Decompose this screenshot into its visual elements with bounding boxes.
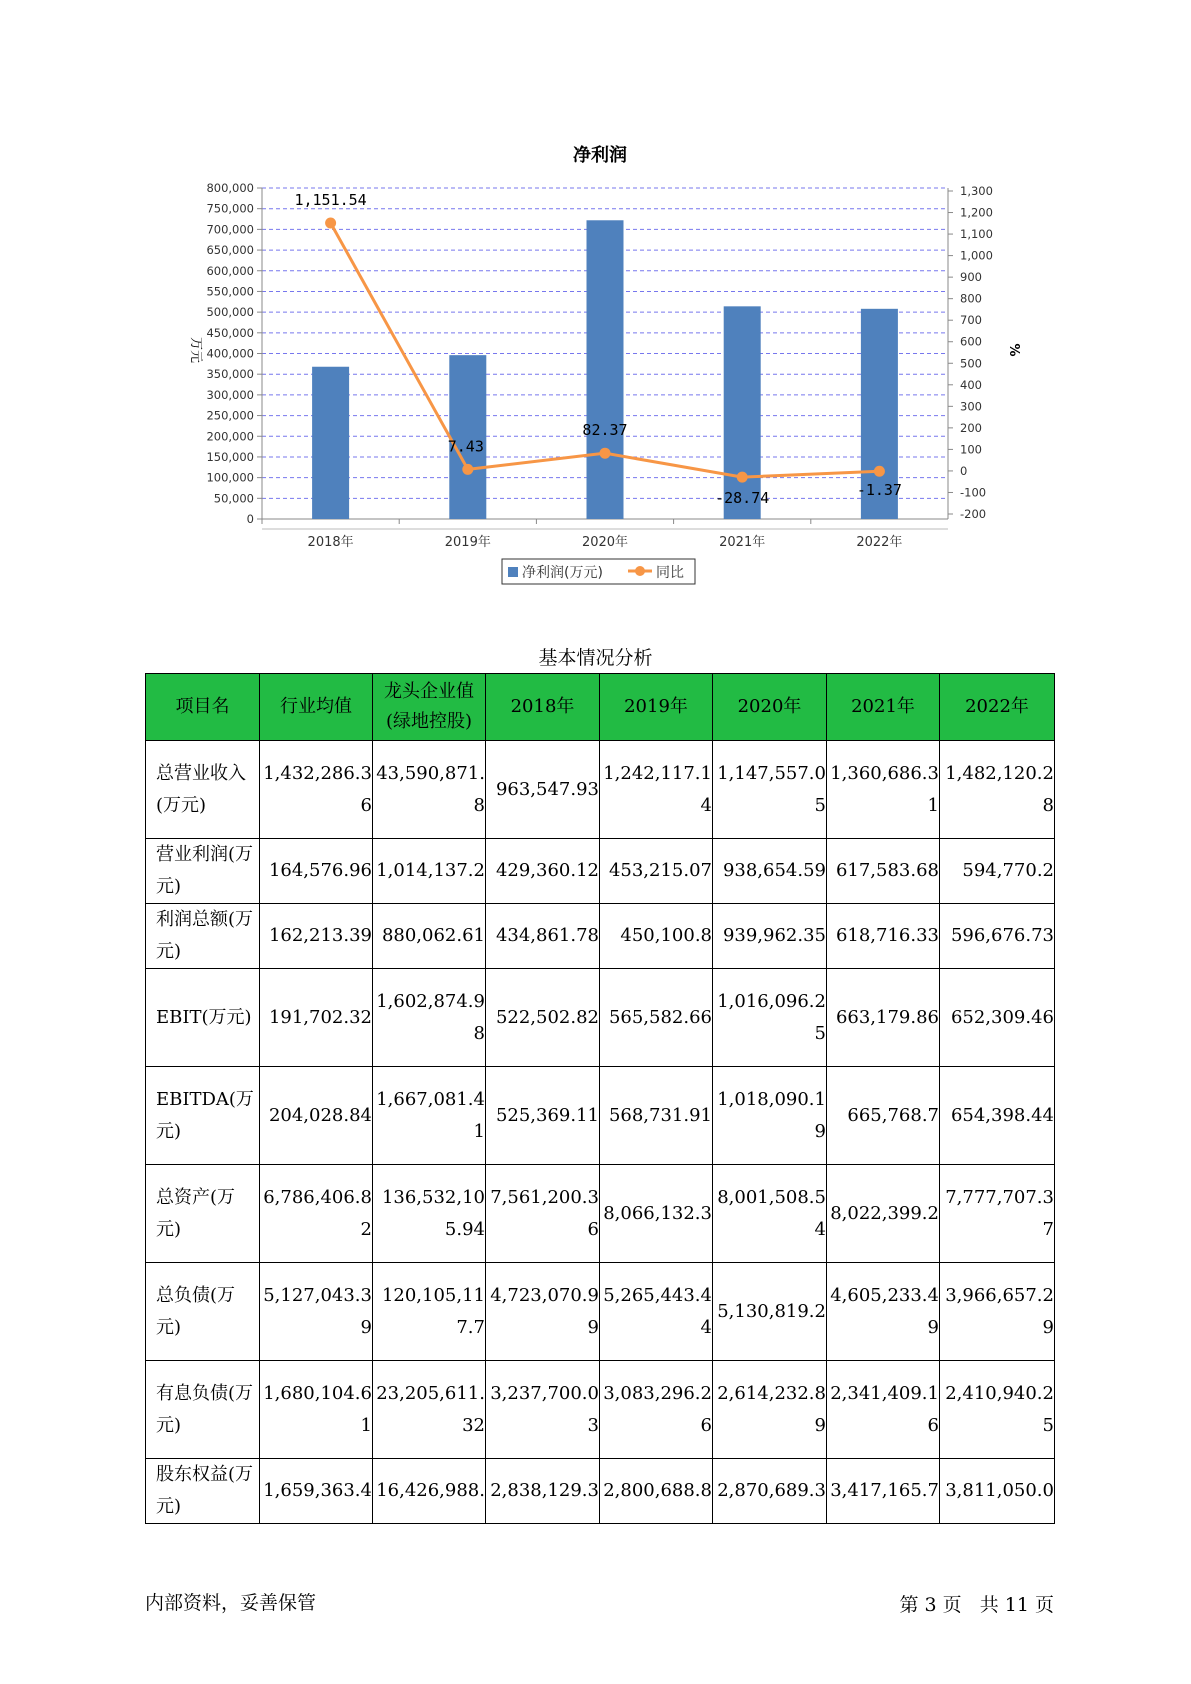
y-tick-label: 250,000 <box>206 408 254 423</box>
table-cell: 1,482,120.28 <box>940 741 1055 839</box>
y2-tick-label: 1,200 <box>960 205 993 220</box>
y2-tick-label: 100 <box>960 442 982 457</box>
table-cell: 880,062.61 <box>373 904 486 969</box>
x-tick-label: 2022年 <box>856 535 903 550</box>
table-cell: 1,680,104.61 <box>260 1361 373 1459</box>
header-2019: 2019年 <box>600 674 713 741</box>
table-cell: 450,100.8 <box>600 904 713 969</box>
legend-line-marker <box>635 566 645 576</box>
table-cell: 3,083,296.26 <box>600 1361 713 1459</box>
header-2021: 2021年 <box>827 674 940 741</box>
table-cell: 120,105,117.7 <box>373 1263 486 1361</box>
table-cell: 162,213.39 <box>260 904 373 969</box>
table-cell: 665,768.7 <box>827 1067 940 1165</box>
y-tick-label: 150,000 <box>206 449 254 464</box>
table-cell: 3,811,050.0 <box>940 1459 1055 1524</box>
table-cell: 3,237,700.03 <box>486 1361 600 1459</box>
y2-tick-label: 500 <box>960 356 982 371</box>
table-cell: 5,265,443.44 <box>600 1263 713 1361</box>
table-cell: 5,130,819.2 <box>713 1263 827 1361</box>
yoy-data-label: 7.43 <box>447 437 484 456</box>
table-cell: 453,215.07 <box>600 839 713 904</box>
x-tick-label: 2021年 <box>719 535 766 550</box>
table-cell: 8,022,399.2 <box>827 1165 940 1263</box>
table-cell: 654,398.44 <box>940 1067 1055 1165</box>
header-industry-average: 行业均值 <box>260 674 373 741</box>
yoy-point <box>600 448 611 459</box>
table-cell: 963,547.93 <box>486 741 600 839</box>
table-cell: 525,369.11 <box>486 1067 600 1165</box>
table-cell: 652,309.46 <box>940 969 1055 1067</box>
legend-bar-label: 净利润(万元) <box>522 565 603 581</box>
y2-tick-label: 800 <box>960 291 982 306</box>
table-cell: 2,838,129.3 <box>486 1459 600 1524</box>
table-cell: 429,360.12 <box>486 839 600 904</box>
table-row <box>146 839 1055 904</box>
y2-tick-label: 700 <box>960 313 982 328</box>
header-2022: 2022年 <box>940 674 1055 741</box>
y2-tick-label: 0 <box>960 463 968 478</box>
table-cell: 939,962.35 <box>713 904 827 969</box>
page-label: 第 3 页 共 11 页 <box>899 1594 1054 1616</box>
table-cell: 43,590,871.8 <box>373 741 486 839</box>
table-cell: 7,561,200.36 <box>486 1165 600 1263</box>
table-cell: 8,001,508.54 <box>713 1165 827 1263</box>
y2-tick-label: 1,100 <box>960 227 993 242</box>
table-cell: 434,861.78 <box>486 904 600 969</box>
table-cell: 3,966,657.29 <box>940 1263 1055 1361</box>
table-cell: 5,127,043.39 <box>260 1263 373 1361</box>
table-cell: 1,016,096.25 <box>713 969 827 1067</box>
y2-tick-label: 600 <box>960 334 982 349</box>
bar <box>312 367 349 519</box>
y2-tick-label: -100 <box>960 485 987 500</box>
y-tick-label: 700,000 <box>206 222 254 237</box>
y-tick-label: 500,000 <box>206 305 254 320</box>
row-label: 有息负债(万元) <box>146 1361 260 1459</box>
y-axis-label: 万元 <box>188 336 203 364</box>
row-label: 营业利润(万元) <box>146 839 260 904</box>
table-cell: 2,800,688.8 <box>600 1459 713 1524</box>
table-cell: 618,716.33 <box>827 904 940 969</box>
table-row <box>146 969 1055 1067</box>
y-tick-label: 200,000 <box>206 429 254 444</box>
basic-analysis-table <box>145 673 1055 1524</box>
row-label: 总负债(万元) <box>146 1263 260 1361</box>
table-cell: 1,360,686.31 <box>827 741 940 839</box>
table-cell: 594,770.2 <box>940 839 1055 904</box>
table-cell: 3,417,165.7 <box>827 1459 940 1524</box>
legend-line-label: 同比 <box>656 565 684 581</box>
header-2018: 2018年 <box>486 674 600 741</box>
y2-axis-label: % <box>1006 343 1021 357</box>
table-cell: 16,426,988. <box>373 1459 486 1524</box>
y2-tick-label: -200 <box>960 507 987 521</box>
table-cell: 1,014,137.2 <box>373 839 486 904</box>
table-cell: 2,614,232.89 <box>713 1361 827 1459</box>
yoy-data-label: -1.37 <box>856 481 902 500</box>
table-cell: 7,777,707.37 <box>940 1165 1055 1263</box>
y2-tick-label: 200 <box>960 420 982 435</box>
table-cell: 663,179.86 <box>827 969 940 1067</box>
row-label: 总资产(万元) <box>146 1165 260 1263</box>
yoy-point <box>874 466 885 477</box>
yoy-point <box>325 217 336 228</box>
table-cell: 522,502.82 <box>486 969 600 1067</box>
table-cell: 4,605,233.49 <box>827 1263 940 1361</box>
net-profit-chart <box>0 0 1191 600</box>
row-label: EBIT(万元) <box>146 969 260 1067</box>
y-tick-label: 350,000 <box>206 367 254 382</box>
table-cell: 2,410,940.25 <box>940 1361 1055 1459</box>
table-cell: 8,066,132.3 <box>600 1165 713 1263</box>
x-tick-label: 2020年 <box>581 535 629 550</box>
table-header-row <box>146 674 1055 741</box>
table-cell: 938,654.59 <box>713 839 827 904</box>
footer-page-number <box>899 1590 1054 1617</box>
y-tick-label: 750,000 <box>206 201 254 216</box>
row-label: 股东权益(万元) <box>146 1459 260 1524</box>
table-cell: 23,205,611.32 <box>373 1361 486 1459</box>
header-2020: 2020年 <box>713 674 827 741</box>
x-tick-label: 2019年 <box>444 535 491 550</box>
table-row <box>146 1361 1055 1459</box>
y-tick-label: 450,000 <box>206 325 254 340</box>
yoy-point <box>462 464 473 475</box>
table-row <box>146 741 1055 839</box>
table-row <box>146 1263 1055 1361</box>
chart-title: 净利润 <box>573 145 627 166</box>
table-cell: 1,667,081.41 <box>373 1067 486 1165</box>
row-label: EBITDA(万元) <box>146 1067 260 1165</box>
bar <box>587 220 624 519</box>
header-item-name: 项目名 <box>146 674 260 741</box>
table-cell: 136,532,105.94 <box>373 1165 486 1263</box>
table-cell: 1,242,117.14 <box>600 741 713 839</box>
table-row <box>146 1165 1055 1263</box>
legend-bar-swatch <box>508 567 518 577</box>
y2-tick-label: 1,300 <box>960 184 993 198</box>
bar <box>724 306 761 519</box>
row-label: 总营业收入(万元) <box>146 741 260 839</box>
table-cell: 565,582.66 <box>600 969 713 1067</box>
yoy-data-label: 82.37 <box>582 421 628 440</box>
row-label: 利润总额(万元) <box>146 904 260 969</box>
table-cell: 2,341,409.16 <box>827 1361 940 1459</box>
table-caption: 基本情况分析 <box>538 647 653 669</box>
y-tick-label: 100,000 <box>206 470 254 485</box>
yoy-point <box>737 472 748 483</box>
yoy-data-label: -28.74 <box>715 489 770 508</box>
table-row <box>146 1459 1055 1524</box>
table-cell: 596,676.73 <box>940 904 1055 969</box>
table-row <box>146 1067 1055 1165</box>
table-cell: 191,702.32 <box>260 969 373 1067</box>
y-tick-label: 550,000 <box>206 284 254 299</box>
y-tick-label: 400,000 <box>206 346 254 361</box>
table-cell: 1,147,557.05 <box>713 741 827 839</box>
y2-tick-label: 1,000 <box>960 248 993 263</box>
x-tick-label: 2018年 <box>307 535 354 550</box>
y-tick-label: 300,000 <box>206 387 254 402</box>
table-cell: 204,028.84 <box>260 1067 373 1165</box>
table-cell: 164,576.96 <box>260 839 373 904</box>
table-cell: 568,731.91 <box>600 1067 713 1165</box>
table-row <box>146 904 1055 969</box>
y-tick-label: 0 <box>246 512 254 526</box>
table-cell: 617,583.68 <box>827 839 940 904</box>
y2-tick-label: 400 <box>960 377 982 392</box>
y-tick-label: 800,000 <box>206 181 254 195</box>
footer-confidential-note: 内部资料，妥善保管 <box>145 1592 317 1614</box>
yoy-data-label: 1,151.54 <box>294 190 367 209</box>
y2-tick-label: 300 <box>960 399 982 414</box>
table-cell: 1,602,874.98 <box>373 969 486 1067</box>
table-cell: 1,659,363.4 <box>260 1459 373 1524</box>
y-tick-label: 600,000 <box>206 263 254 278</box>
table-cell: 1,432,286.36 <box>260 741 373 839</box>
y-tick-label: 50,000 <box>213 491 254 506</box>
y-tick-label: 650,000 <box>206 243 254 258</box>
table-cell: 6,786,406.82 <box>260 1165 373 1263</box>
y2-tick-label: 900 <box>960 270 982 285</box>
header-leader-value: 龙头企业值(绿地控股) <box>373 674 486 741</box>
table-cell: 2,870,689.3 <box>713 1459 827 1524</box>
table-cell: 4,723,070.99 <box>486 1263 600 1361</box>
table-cell: 1,018,090.19 <box>713 1067 827 1165</box>
